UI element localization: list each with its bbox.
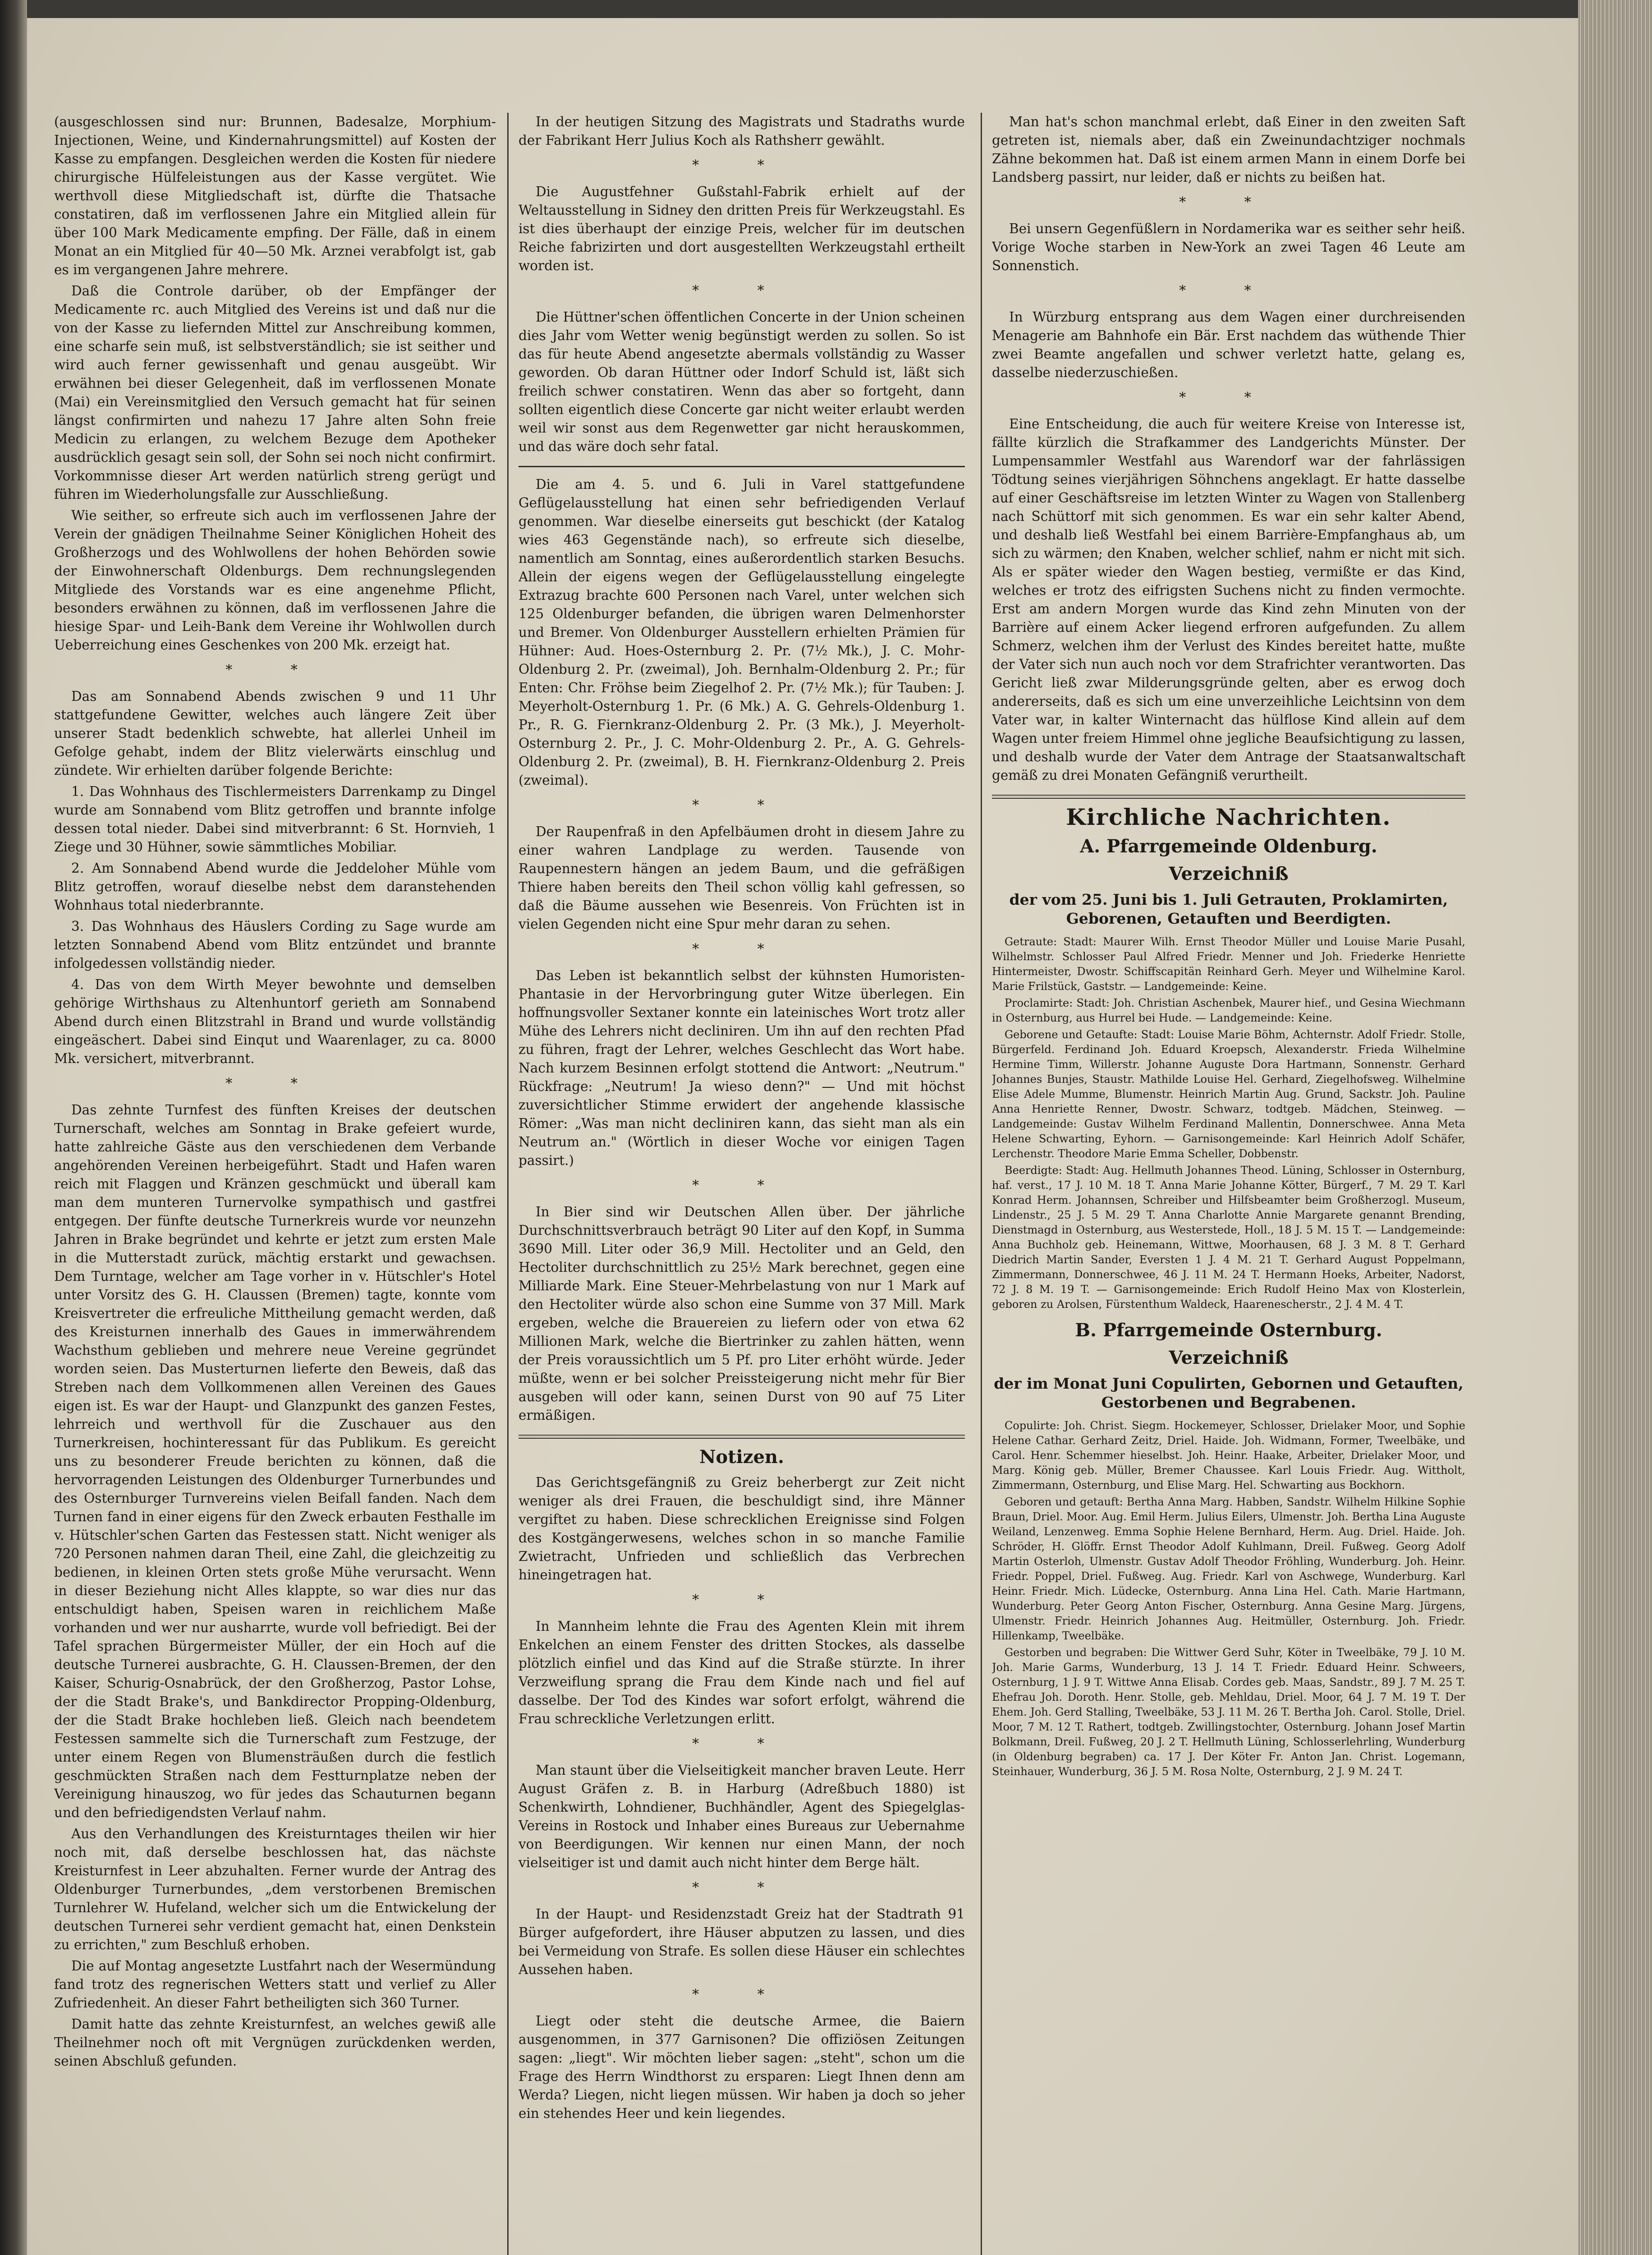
section-heading: Kirchliche Nachrichten. (1066, 804, 1391, 830)
article-paragraph: Die am 4. 5. und 6. Juli in Varel stattgefundene Geflügelausstellung hat einen sehr befriedigenden Verlauf genommen. War dieselbe einerseits gut beschickt (der Katalog wies 463 Gegenstände nach), so erfreute sich dieselbe, namentlich am Sonntag, eines außerordentlich starken Besuchs. Allein der eigens wegen der Geflügelausstellung eingelegte Extrazug brachte 600 Personen nach Varel, unter welchen sich 125 Oldenburger befanden, die übrigen waren Delmenhorster und Bremer. Von Oldenburger Ausstellern erhielten Prämien für Hühner: Aud. Hoes-Osternburg 2. Pr. (7½ Mk.), J. C. Mohr-Oldenburg 2. Pr. (zweimal), Joh. Bernhalm-Oldenburg 2. Pr.; für Enten: Chr. Fröhse beim Ziegelhof 2. Pr. (7½ Mk.); für Tauben: J. Meyerholt-Osternburg 1. Pr. (6 Mk.) A. G. Gehrels-Oldenburg 1. Pr., R. G. Fiernkranz-Oldenburg 2. Pr. (3 Mk.), J. Meyerholt-Osternburg 2. Pr., J. C. Mohr-Oldenburg 2. Pr., A. G. Gehrels-Oldenburg 2. Pr. (zweimal), B. H. Fiernkranz-Oldenburg 2. Preis (zweimal). (519, 477, 965, 788)
article-paragraph: Das am Sonnabend Abends zwischen 9 und 11 Uhr stattgefundene Gewitter, welches auch längere Zeit über unserer Stadt bedenklich schwebte, hat allerlei Unheil im Gefolge gehabt, indem der Blitz vielerwärts einschlug und zündete. Wir erhielten darüber folgende Berichte: (54, 689, 496, 778)
section-stars: * * (692, 157, 791, 173)
article-paragraph: Die Augustfehner Gußstahl-Fabrik erhielt auf der Weltausstellung in Sidney den dritten Preis für Werkzeugstahl. Es ist dies überhaupt der einzige Preis, welcher für im deutschen Reiche fabrizirten und dort ausgestellten Werkzeugstahl ertheilt worden ist. (519, 184, 965, 273)
article-paragraph: 1. Das Wohnhaus des Tischlermeisters Darrenkamp zu Dingel wurde am Sonnabend vom Blitz getroffen und brannte infolge dessen total nieder. Dabei sind mitverbrannt: 6 St. Hornvieh, 1 Ziege und 30 Hühner, sowie sämmtliches Mobiliar. (54, 784, 496, 855)
facing-page-edge (0, 0, 27, 2255)
book-page-stack (1578, 0, 1652, 2255)
section-stars: * * (1179, 283, 1278, 299)
register-entry: Beerdigte: Stadt: Aug. Hellmuth Johannes Theod. Lüning, Schlosser in Osternburg, haf. verst., 17 J. 10 M. 18 T. Anna Marie Johanne Kötter, Bürgerf., 7 M. 29 T. Karl Konrad Herm. Johannsen, Schreiber und Hilfsbeamter beim Großherzogl. Museum, Lindenstr., 25 J. 5 M. 29 T. Anna Charlotte Annie Margarete genannt Brending, Dienstmagd in Osternburg, aus Westerstede, Holl., 18 J. 5 M. 15 T. — Landgemeinde: Anna Buchholz geb. Heinemann, Wittwe, Moorhausen, 68 J. 3 M. 8 T. Gerhard Diedrich Martin Sander, Eversten 1 J. 4 M. 21 T. Gerhard August Poppelmann, Zimmermann, Donnerschwee, 46 J. 11 M. 24 T. Hermann Hoeks, Arbeiter, Nadorst, 72 J. 8 M. 19 T. — Garnisongemeinde: Erich Rudolf Heino Max von Klosterlein, geboren zu Arolsen, Fürstenthum Waldeck, Haarenescherstr., 2 J. 4 M. 4 T. (992, 1164, 1465, 1311)
section-stars: * * (692, 941, 791, 957)
register-entry: Gestorben und begraben: Die Wittwer Gerd Suhr, Köter in Tweelbäke, 79 J. 10 M. Joh. Marie Garms, Wunderburg, 13 J. 14 T. Friedr. Eduard Heinr. Schweers, Osternburg, 1 J. 9 T. Wittwe Anna Elisab. Cordes geb. Maas, Sandstr., 89 J. 7 M. 25 T. Ehefrau Joh. Doroth. Henr. Stolle, geb. Mehldau, Driel. Moor, 64 J. 7 M. 19 T. Der Ehem. Joh. Gerd Stalling, Tweelbäke, 53 J. 11 M. 26 T. Bertha Joh. Carol. Stolle, Driel. Moor, 7 M. 12 T. Rathert, todtgeb. Zwillingstochter, Osternburg. Johann Josef Martin Bolkmann, Dreil. Fußweg, 20 J. 2 T. Hellmuth Lüning, Schlosserlehrling, Wunderburg (in Oldenburg begraben) ca. 17 J. Der Köter Fr. Anton Jan. Christ. Logemann, Steinhauer, Wunderburg, 36 J. 5 M. Rosa Nolte, Osternburg, 2 J. 9 M. 24 T. (992, 1646, 1465, 1778)
register-entry: Geboren und getauft: Bertha Anna Marg. Habben, Sandstr. Wilhelm Hilkine Sophie Braun, Driel. Moor. Aug. Emil Herm. Julius Eilers, Ulmenstr. Joh. Bertha Lina Auguste Weiland, Lenzenweg. Emma Sophie Helene Bernhard, Herm. Aug. Driel. Haide. Joh. Schröder, H. Glöffr. Ernst Theodor Adolf Kuhlmann, Dreil. Fußweg. Georg Adolf Martin Osterloh, Ulmenstr. Gustav Adolf Theodor Fröhling, Wunderburg. Joh. Heinr. Friedr. Poppel, Driel. Fußweg. Aug. Friedr. Karl von Aschwege, Wunderburg. Karl Heinr. Friedr. Mich. Lüdecke, Osternburg. Anna Lina Hel. Cath. Marie Hartmann, Wunderburg. Peter Georg Anton Fischer, Osternburg. Anna Gesine Marg. Jürgens, Ulmenstr. Friedr. Heinrich Johannes Aug. Heitmüller, Osternburg. Joh. Friedr. Hillenkamp, Tweelbäke. (992, 1496, 1465, 1642)
section-heading: Notizen. (699, 1446, 785, 1468)
register-entry: Proclamirte: Stadt: Joh. Christian Aschenbek, Maurer hief., und Gesina Wiechmann in Osternburg, aus Hurrel bei Hude. — Landgemeinde: Keine. (992, 997, 1465, 1024)
column-left (54, 113, 496, 2255)
article-paragraph: Bei unsern Gegenfüßlern in Nordamerika war es seither sehr heiß. Vorige Woche starben in New-York an zwei Tagen 46 Leute am Sonnenstich. (992, 221, 1465, 273)
article-paragraph: Die Hüttner'schen öffentlichen Concerte in der Union scheinen dies Jahr vom Wetter wenig begünstigt werden zu sollen. So ist das für heute Abend angesetzte abermals vollständig zu Wasser geworden. Ob daran Hüttner oder Indorf Schuld ist, läßt sich freilich schwer constatiren. Wenn das aber so fortgeht, dann sollten eigentlich diese Concerte gar nicht weiter erlaubt werden weil wir sonst aus dem Regenwetter gar nicht herauskommen, und das wäre doch sehr fatal. (519, 309, 965, 454)
register-entry: Getraute: Stadt: Maurer Wilh. Ernst Theodor Müller und Louise Marie Pusahl, Wilhelmstr. Schlosser Paul Alfred Friedr. Menner und Joh. Friederke Henriette Hintermeister, Dwostr. Schiffscapitän Reinhard Gerh. Meyer und Wilhelmine Karol. Marie Frilstück, Gaststr. — Landgemeinde: Keine. (992, 935, 1465, 993)
column-rule (507, 113, 509, 2255)
article-paragraph: Man staunt über die Vielseitigkeit mancher braven Leute. Herr August Gräfen z. B. in Harburg (Adreßbuch 1880) ist Schenkwirth, Lohndiener, Buchhändler, Agent des Spiegelglas-Vereins in Rostock und Inhaber eines Bureaus zur Uebernahme von Beerdigungen. Wir kennen nur einen Mann, der noch vielseitiger ist und damit auch nicht hinter dem Berge hält. (519, 1763, 965, 1870)
section-stars: * * (692, 1178, 791, 1193)
column-middle (519, 113, 965, 2255)
article-paragraph: Die auf Montag angesetzte Lustfahrt nach der Wesermündung fand trotz des regnerischen Wetters statt und verlief zu Aller Zufriedenheit. An dieser Fahrt betheiligten sich 360 Turner. (54, 1958, 496, 2011)
article-paragraph: Das zehnte Turnfest des fünften Kreises der deutschen Turnerschaft, welches am Sonntag in Brake gefeiert wurde, hatte zahlreiche Gäste aus den verschiedenen dem Verbande angehörenden Vereinen herbeigeführt. Stadt und Hafen waren reich mit Flaggen und Kränzen geschmückt und überall kam man dem munteren Turnervolke sympathisch und gastfrei entgegen. Der fünfte deutsche Turnerkreis wurde vor neunzehn Jahren in Brake begründet und kehrte er jetzt zum ersten Male in die Mutterstadt zurück, mächtig erstarkt und gewachsen. Dem Turntage, welcher am Tage vorher in v. Hütschler's Hotel unter Vorsitz des G. H. Claussen (Bremen) tagte, konnte vom Kreisvertreter die erfreuliche Mittheilung gemacht werden, daß des Kreisturnen innerhalb des Gaues in immerwährendem Wachsthum geblieben und mehrere neue Vereine gegründet worden seien. Das Musterturnen lieferte den Beweis, daß das Streben nach dem Vollkommenen allen Vereinen des Gaues eigen ist. Es war der Haupt- und Glanzpunkt des ganzen Festes, lehrreich und werthvoll für die Zuschauer aus den Turnerkreisen, hochinteressant für das Publikum. Es gereicht uns zu besonderer Freude berichten zu können, daß die hervorragenden Leistungen des Oldenburger Turnerbundes und des Osternburger Turnvereins vielen Beifall fanden. Nach dem Turnen fand in einer eigens für den Zweck erbauten Festhalle im v. Hütschler'schen Garten das Festessen statt. Nicht weniger als 720 Personen nahmen daran Theil, eine Zahl, die gleichzeitig zu bedienen, in kleinen Orten stets große Mühe verursacht. Wenn in dieser Beziehung nicht Alles klappte, so war dies nur das entschuldigt haben, Speisen waren in reichlichem Maße vorhanden und wer nur ausharrte, wurde voll befriedigt. Bei der Tafel sprachen Bürgermeister Müller, der ein Hoch auf die deutsche Turnerei ausbrachte, G. H. Claussen-Bremen, der den Kaiser, Schurig-Osnabrück, der den Großherzog, Pastor Lohse, der die Stadt Brake's, und Bankdirector Propping-Oldenburg, der die Stadt Brake hochleben ließ. Gleich nach beendetem Festessen sammelte sich die Turnerschaft zum Festzuge, der unter einem Regen von Blumensträußen durch die festlich geschmückten Straßen nach dem Festturnplatze neben der Vereinigung hinauszog, wo für jedes das Schauturnen begann und den befriedigendsten Verlauf nahm. (54, 1102, 496, 1820)
list-subheading: der im Monat Juni Copulirten, Gebornen und Getauften, Gestorbenen und Begrabenen. (994, 1375, 1464, 1411)
article-paragraph: 4. Das von dem Wirth Meyer bewohnte und demselben gehörige Wirthshaus zu Altenhuntorf gerieth am Sonnabend Abend durch einen Blitzstrahl in Brand und wurde vollständig eingeäschert. Dabei sind Einqut und Waarenlager, zu ca. 8000 Mk. versichert, mitverbrannt. (54, 977, 496, 1066)
section-stars: * * (692, 797, 791, 813)
section-divider (992, 795, 1465, 799)
article-paragraph: Das Gerichtsgefängniß zu Greiz beherbergt zur Zeit nicht weniger als drei Frauen, die beschuldigt sind, ihre Männer vergiftet zu haben. Diese schrecklichen Ereignisse sind Folgen des Kostgängerwesens, welches schon in so manche Familie Zwietracht, Unfrieden und schließlich das Verbrechen hineingetragen hat. (519, 1475, 965, 1583)
register-block (992, 1418, 1465, 1779)
article-paragraph: In Mannheim lehnte die Frau des Agenten Klein mit ihrem Enkelchen an einem Fenster des dritten Stockes, als dasselbe plötzlich einfiel und das Kind auf die Straße stürzte. In ihrer Verzweiflung sprang die Frau dem Kinde nach und fiel auf dasselbe. Der Tod des Kindes war sofort erfolgt, während die Frau schreckliche Verletzungen erlitt. (519, 1619, 965, 1726)
article-paragraph: Aus den Verhandlungen des Kreisturntages theilen wir hier noch mit, daß derselbe beschlossen hat, das nächste Kreisturnfest in Leer abzuhalten. Ferner wurde der Antrag des Oldenburger Turnerbundes, „dem verstorbenen Bremischen Turnlehrer W. Hufeland, welcher sich um die Entwickelung der deutschen Turnerei sehr verdient gemacht hat, einen Denkstein zu errichten," zum Beschluß erhoben. (54, 1826, 496, 1952)
section-stars: * * (692, 1592, 791, 1608)
article-paragraph: In Würzburg entsprang aus dem Wagen einer durchreisenden Menagerie am Bahnhofe ein Bär. Erst nachdem das wüthende Thier zwei Beamte angefallen und schwer verletzt hatte, gelang es, dasselbe niederzuschießen. (992, 309, 1465, 380)
section-stars: * * (692, 283, 791, 299)
section-stars: * * (692, 1987, 791, 2002)
article-paragraph: Wie seither, so erfreute sich auch im verflossenen Jahre der Verein der gnädigen Theilnahme Seiner Königlichen Hoheit des Großherzogs und des Wohlwollens der hohen Behörden sowie der Einwohnerschaft Oldenburgs. Dem rechnungslegenden Mitgliede des Vorstands war es eine angenehme Pflicht, besonders erwähnen zu können, daß im verflossenen Jahre die hiesige Spar- und Leih-Bank dem Vereine ihr Wohlwollen durch Ueberreichung eines Geschenkes von 200 Mk. erzeigt hat. (54, 508, 496, 653)
section-stars: * * (692, 1736, 791, 1752)
register-block (992, 934, 1465, 1312)
section-divider (519, 466, 965, 467)
article-paragraph: Das Leben ist bekanntlich selbst der kühnsten Humoristen-Phantasie in der Hervorbringung guter Witze überlegen. Ein hoffnungsvoller Sextaner konnte ein lateinisches Wort trotz aller Mühe des Lehrers nicht decliniren. Um ihn auf den rechten Pfad zu führen, fragt der Lehrer, welches Geschlecht das Wort habe. Nach kurzem Besinnen erfolgt stottend die Antwort: „Neutrum." Rückfrage: „Neutrum! Ja wieso denn?" — Und mit höchst zuversichtlicher Stimme erwidert der angehende klassische Römer: „Was man nicht decliniren kann, das sieht man als ein Neutrum an." (Wörtlich in dieser Woche vor einigen Tagen passirt.) (519, 968, 965, 1168)
article-paragraph: Eine Entscheidung, die auch für weitere Kreise von Interesse ist, fällte kürzlich die Strafkammer des Landgerichts Münster. Der Lumpensammler Westfahl aus Warendorf war der fahrlässigen Tödtung seines vierjährigen Söhnchens angeklagt. Er hatte dasselbe auf einer Geschäftsreise im letzten Winter zu Wagen von Stallenberg nach Schüttorf mit sich genommen. Es war ein sehr kalter Abend, und deshalb ließ Westfahl bei einem Barrière-Empfanghaus ab, um sich zu wärmen; den Knaben, welcher schlief, nahm er nicht mit sich. Als er später wieder den Wagen bestieg, vermißte er das Kind, welches er trotz des eifrigsten Suchens nicht zu finden vermochte. Erst am andern Morgen wurde das Kind zehn Minuten von der Barrière auf einem Acker liegend erfroren aufgefunden. Zu allem Schmerz, welchen ihm der Verlust des Kindes bereitet hatte, mußte der Vater sich nun auch noch vor dem Strafrichter verantworten. Das Gericht ließ zwar Milderungsgründe gelten, aber es erwog doch andererseits, daß es sich um eine unverzeihliche Leichtsinn von dem Vater war, in kalter Winternacht das hülflose Kind allein auf dem Wagen unter freiem Himmel ohne jegliche Beaufsichtigung zu lassen, und deshalb wurde der Vater dem Antrage der Staatsanwaltschaft gemäß zu drei Monaten Gefängniß verurtheilt. (992, 416, 1465, 783)
register-entry: Geborene und Getaufte: Stadt: Louise Marie Böhm, Achternstr. Adolf Friedr. Stolle, Bürgerfeld. Ferdinand Joh. Eduard Kroepsch, Alexanderstr. Frieda Wilhelmine Hermine Timm, Willerstr. Johanne Auguste Dora Hartmann, Sonnenstr. Gerhard Johannes Bunjes, Staustr. Mathilde Louise Hel. Gerhard, Ziegelhofsweg. Wilhelmine Elise Adele Mumme, Blumenstr. Heinrich Martin Aug. Grund, Sackstr. Joh. Pauline Anna Henriette Renner, Dwostr. Schwarz, todtgeb. Mädchen, Steinweg. — Landgemeinde: Gustav Wilhelm Ferdinand Mallentin, Donnerschwee. Anna Meta Helene Schwarting, Eyhorn. — Garnisongemeinde: Karl Heinrich Adolf Schäfer, Lerchenstr. Theodore Marie Emma Scheller, Dobbenstr. (992, 1028, 1465, 1160)
list-heading: Verzeichniß (1169, 1347, 1289, 1368)
column-rule (981, 113, 982, 2255)
register-entry: Copulirte: Joh. Christ. Siegm. Hockemeyer, Schlosser, Drielaker Moor, und Sophie Helene Cathar. Gerhard Zeitz, Driel. Haide. Joh. Widmann, Former, Tweelbäke, und Carol. Henr. Schemmer hieselbst. Joh. Heinr. Haake, Arbeiter, Drielaker Moor, und Marg. König geb. Müller, Bremer Chaussee. Karl Louis Friedr. Aug. Wittholt, Zimmermann, Osternburg, und Elise Marg. Hel. Schwarting aus Bockhorn. (992, 1419, 1465, 1491)
article-paragraph: 2. Am Sonnabend Abend wurde die Jeddeloher Mühle vom Blitz getroffen, worauf dieselbe nebst dem daranstehenden Wohnhaus total niederbrannte. (54, 861, 496, 913)
section-stars: * * (225, 662, 325, 678)
article-paragraph: Man hat's schon manchmal erlebt, daß Einer in den zweiten Saft getreten ist, niemals aber, daß ein Zweinundachtziger nochmals Zähne bekommen hat. Daß ist einem armen Mann in einem Dorfe bei Landsberg passirt, nur leider, daß er nichts zu beißen hat. (992, 114, 1465, 185)
article-paragraph: (ausgeschlossen sind nur: Brunnen, Badesalze, Morphium-Injectionen, Weine, und Kindernahrungsmittel) auf Kosten der Kasse zu empfangen. Desgleichen werden die Kosten für niedere chirurgische Hülfeleistungen aus der Kasse vergütet. Wie werthvoll diese Mitgliedschaft ist, dürfte die Thatsache constatiren, daß im verflossenen Jahre ein Mitglied allein für über 100 Mark Medicamente empfing. Der Fälle, daß in einem Monat an ein Mitglied für 40—50 Mk. Arznei verabfolgt ist, gab es im vergangenen Jahre mehrere. (54, 114, 496, 277)
section-divider (519, 1435, 965, 1439)
section-stars: * * (692, 1880, 791, 1896)
article-paragraph: Liegt oder steht die deutsche Armee, die Baiern ausgenommen, in 377 Garnisonen? Die offiziösen Zeitungen sagen: „liegt". Wir möchten lieber sagen: „steht", schon um die Frage des Herrn Windthorst zu ersparen: Liegt Ihnen denn am Werda? Liegen, nicht liegen müssen. Wir haben ja doch so jeher ein stehendes Heer und kein liegendes. (519, 2013, 965, 2121)
list-heading: Verzeichniß (1169, 863, 1289, 884)
section-stars: * * (1179, 390, 1278, 405)
article-paragraph: Der Raupenfraß in den Apfelbäumen droht in diesem Jahre zu einer wahren Landplage zu werden. Tausende von Raupennestern hängen an jedem Baum, und die gefräßigen Thiere haben bereits den Theil schon völlig kahl gefressen, so daß die Bäume aussehen wie Besenreis. Von Früchten ist in vielen Gegenden nicht eine Spur mehr daran zu sehen. (519, 824, 965, 932)
article-paragraph: Damit hatte das zehnte Kreisturnfest, an welches gewiß alle Theilnehmer noch oft mit Vergnügen zurückdenken werden, seinen Abschluß gefunden. (54, 2016, 496, 2069)
article-paragraph: In der Haupt- und Residenzstadt Greiz hat der Stadtrath 91 Bürger aufgefordert, ihre Häuser abputzen zu lassen, und dies bei Vermeidung von Strafe. Es sollen diese Häuser ein schlechtes Aussehen haben. (519, 1906, 965, 1977)
subsection-heading: A. Pfarrgemeinde Oldenburg. (1080, 836, 1377, 857)
section-stars: * * (1179, 194, 1278, 210)
article-paragraph: In der heutigen Sitzung des Magistrats und Stadraths wurde der Fabrikant Herr Julius Koch als Rathsherr gewählt. (519, 114, 965, 148)
article-paragraph: Daß die Controle darüber, ob der Empfänger der Medicamente rc. auch Mitglied des Vereins ist und daß nur die von der Kasse zu liefernden Mittel zur Anschreibung kommen, eine scharfe sein muß, ist selbstverständlich; sie ist seither und wird auch ferner gewissenhaft und genau ausgeübt. Wir erwähnen bei dieser Gelegenheit, daß im verflossenen Monate (Mai) ein Vereinsmitglied den Versuch gemacht hat für seinen längst confirmirten und nahezu 17 Jahre alten Sohn freie Medicin zu erlangen, zu welchem Bezuge dem Apotheker ausdrücklich gesagt sein soll, der Sohn sei noch nicht confirmirt. Vorkommnisse dieser Art werden natürlich streng gerügt und führen im Wiederholungsfalle zur Ausschließung. (54, 283, 496, 502)
column-right (992, 113, 1465, 2255)
article-paragraph: In Bier sind wir Deutschen Allen über. Der jährliche Durchschnittsverbrauch beträgt 90 Liter auf den Kopf, in Summa 3690 Mill. Liter oder 36,9 Mill. Hectoliter und an Geld, den Hectoliter durchschnittlich zu 25½ Mark berechnet, gegen eine Milliarde Mark. Eine Steuer-Mehrbelastung von nur 1 Mark auf den Hectoliter würde also schon eine Summe von 37 Mill. Mark ergeben, welche die Brauereien zu liefern oder von etwa 62 Millionen Mark, welche die Biertrinker zu zahlen hätten, wenn der Preis voraussichtlich um 5 Pf. pro Liter erhöht würde. Jeder müßte, wenn er bei solcher Preissteigerung nicht mehr für Bier ausgeben will oder kann, seinen Durst von 90 auf 75 Liter ermäßigen. (519, 1204, 965, 1423)
section-stars: * * (225, 1076, 325, 1091)
list-subheading: der vom 25. Juni bis 1. Juli Getrauten, Proklamirten, Geborenen, Getauften und Beerdigten. (1009, 891, 1448, 927)
article-paragraph: 3. Das Wohnhaus des Häuslers Cording zu Sage wurde am letzten Sonnabend Abend vom Blitz entzündet und brannte infolgedessen vollständig nieder. (54, 919, 496, 971)
subsection-heading: B. Pfarrgemeinde Osternburg. (1075, 1320, 1382, 1341)
